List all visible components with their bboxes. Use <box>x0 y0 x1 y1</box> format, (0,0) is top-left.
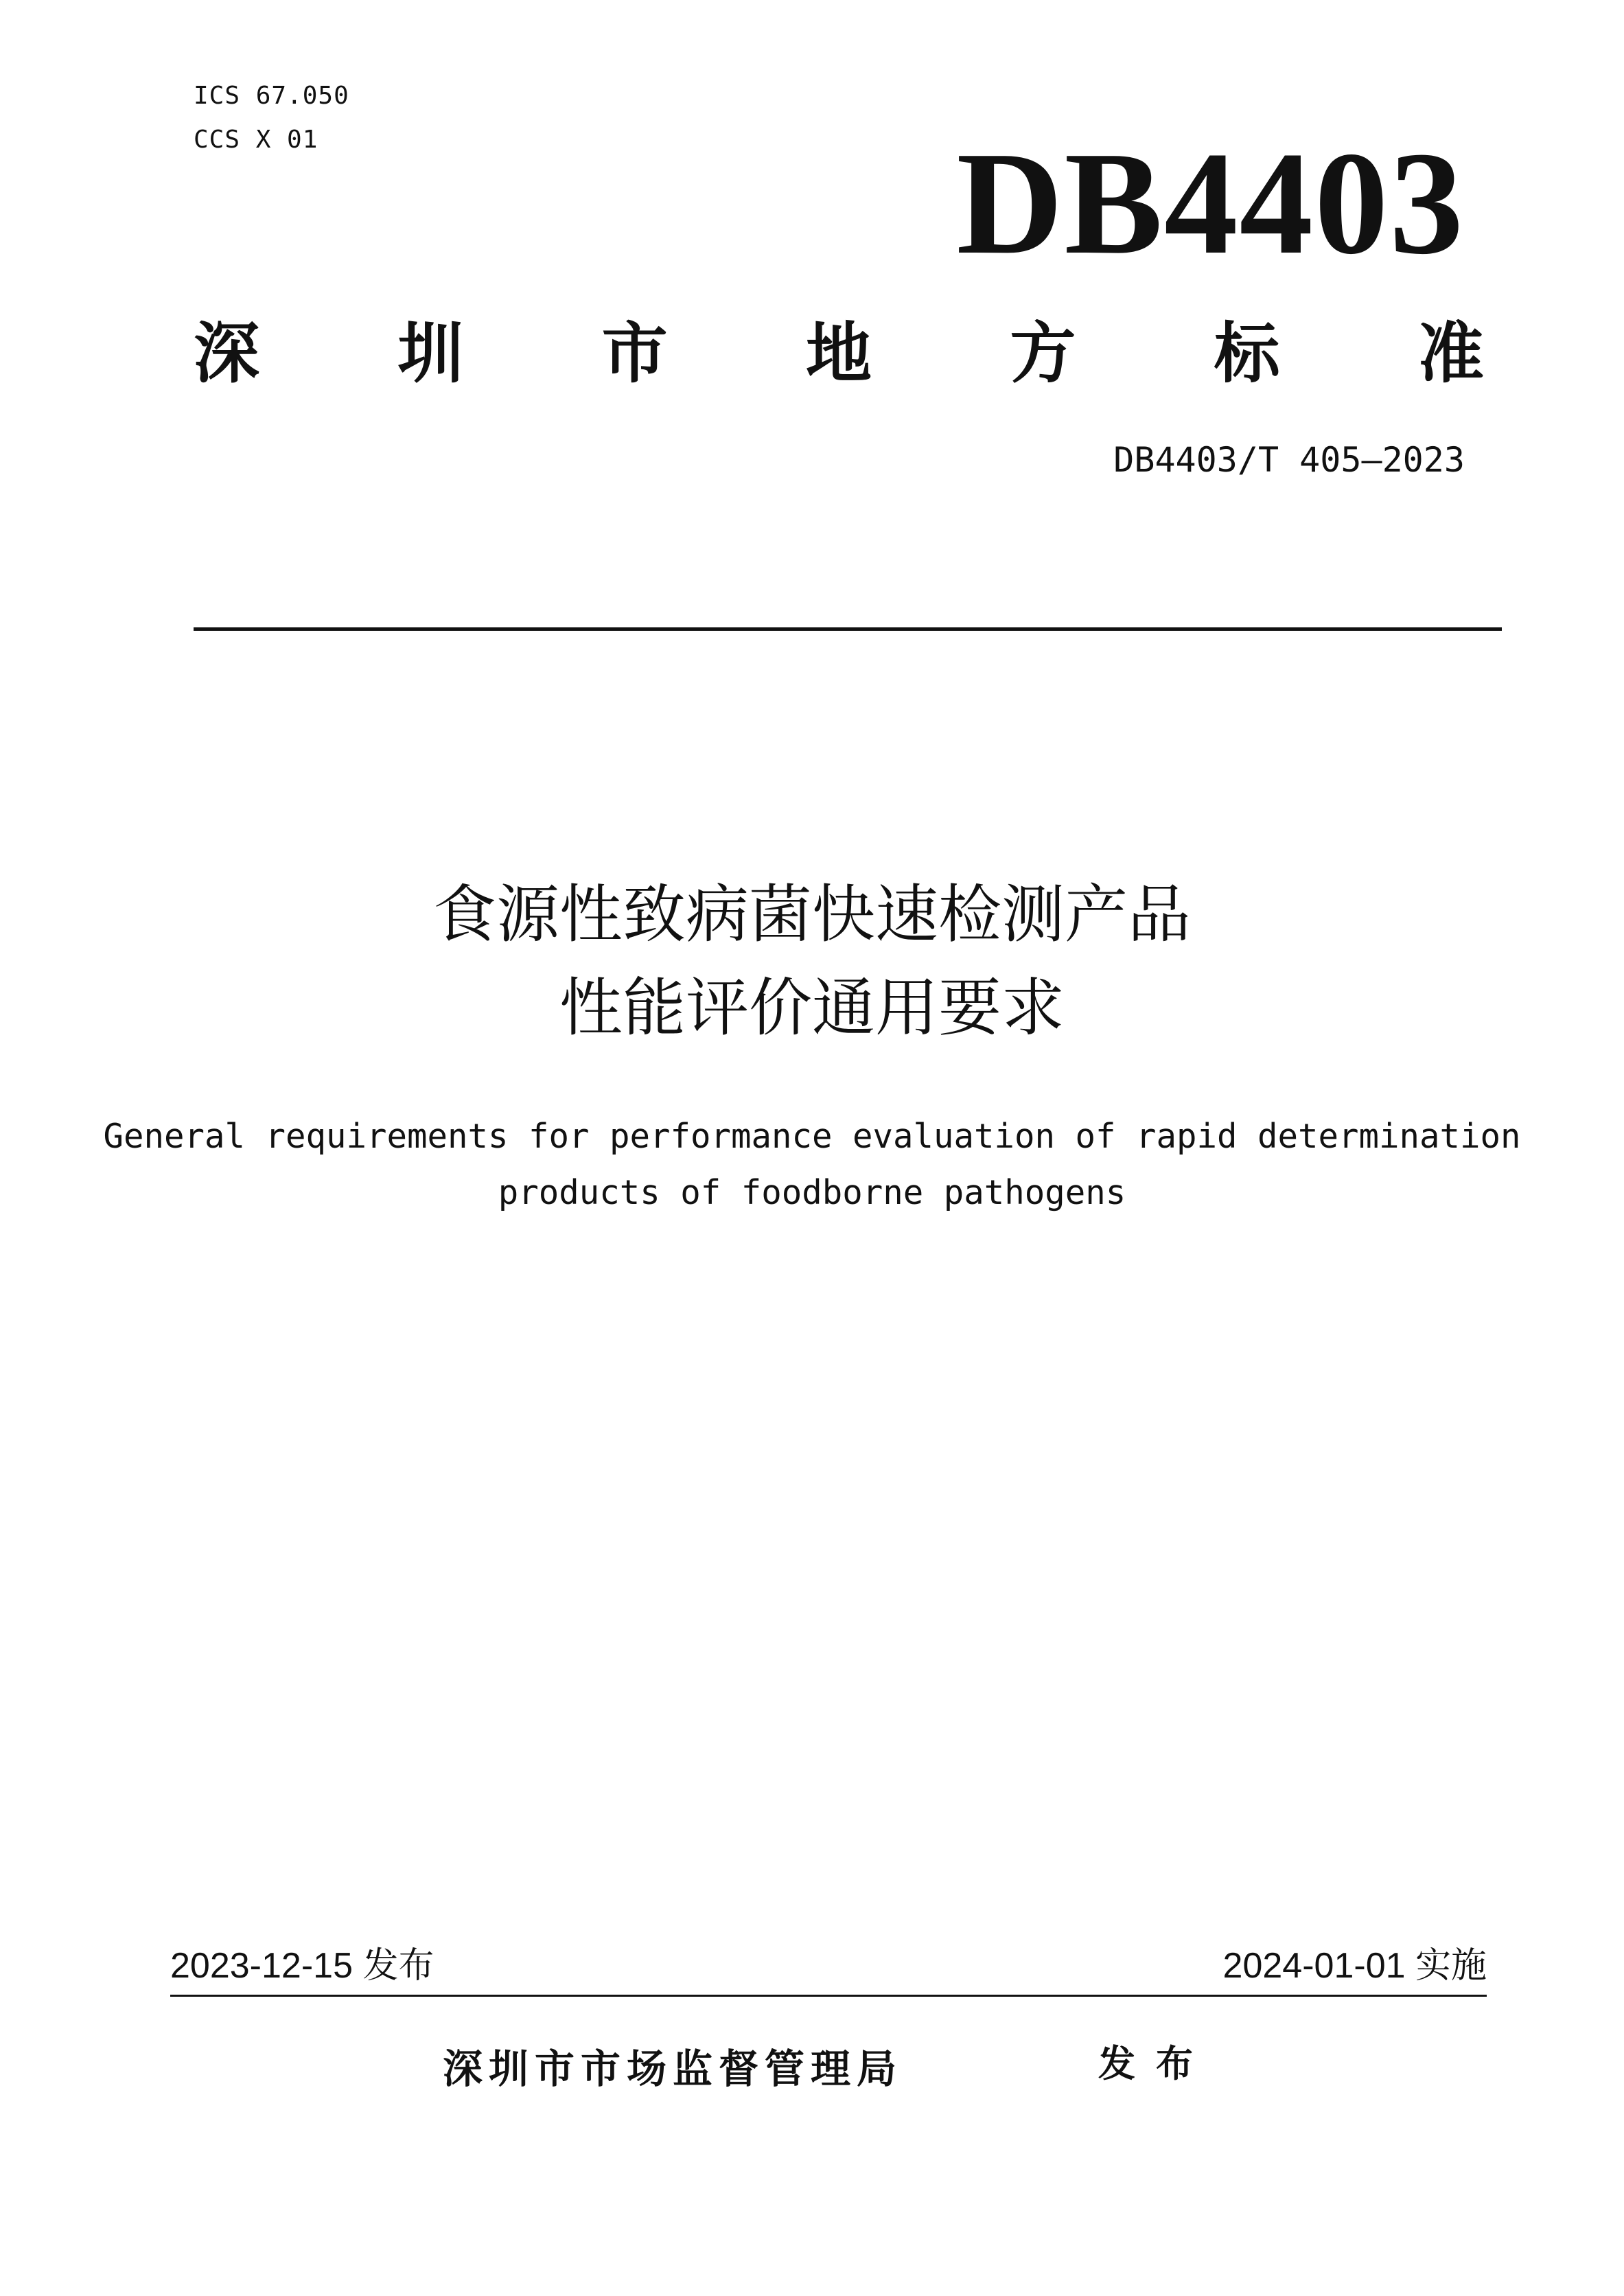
chinese-title <box>0 868 1624 1055</box>
english-title <box>0 1109 1624 1221</box>
standard-type-char: 圳 <box>397 315 464 392</box>
ics-code: ICS 67.050 <box>194 82 349 110</box>
standard-type-char: 标 <box>1214 315 1280 392</box>
standard-type-char: 方 <box>1010 315 1076 392</box>
standard-type-char: 深 <box>194 315 259 392</box>
chinese-title-line-2: 性能评价通用要求 <box>559 971 1065 1045</box>
standard-number: DB4403/T 405—2023 <box>1113 440 1465 480</box>
english-title-line-1: General requirements for performance evaluation of rapid determination <box>103 1117 1521 1156</box>
standard-type-heading <box>194 316 1484 391</box>
standard-type-char: 地 <box>805 315 872 392</box>
implementation-date: 2024-01-01 实施 <box>1222 1946 1487 1986</box>
issued-label: 发布 <box>1098 2042 1214 2085</box>
issue-date: 2023-12-15 发布 <box>170 1946 434 1986</box>
english-title-line-2: products of foodborne pathogens <box>498 1173 1126 1212</box>
issuing-authority: 深圳市市场监督管理局 <box>443 2045 903 2092</box>
bottom-divider <box>170 1995 1487 1997</box>
standard-type-char: 市 <box>601 315 668 392</box>
standard-code-logo: DB4403 <box>956 121 1465 285</box>
ccs-code: CCS X 01 <box>194 126 318 154</box>
top-divider <box>194 627 1502 631</box>
standard-type-char: 准 <box>1417 315 1484 392</box>
chinese-title-line-1: 食源性致病菌快速检测产品 <box>432 878 1191 951</box>
